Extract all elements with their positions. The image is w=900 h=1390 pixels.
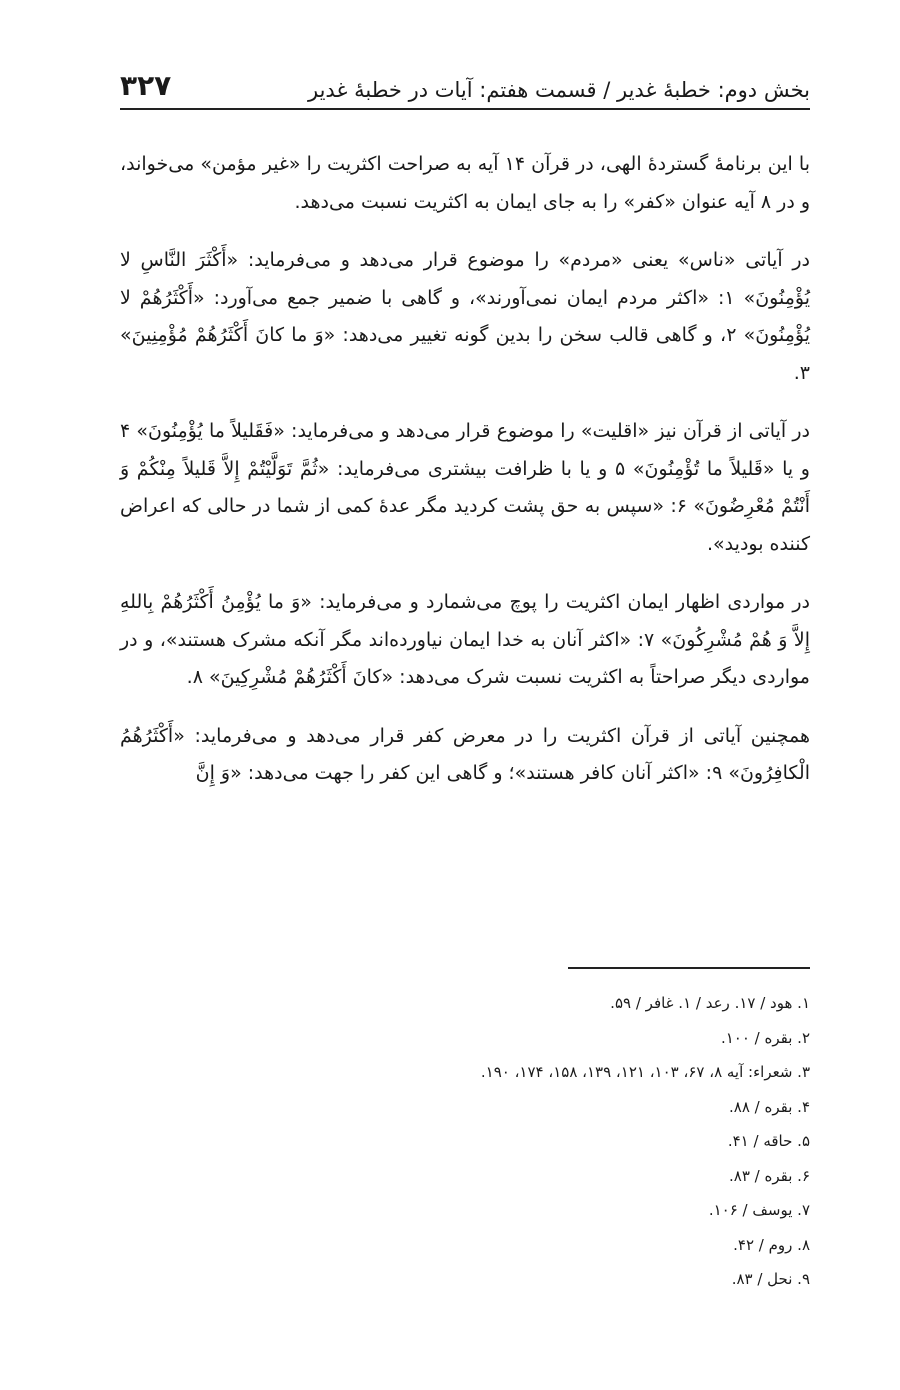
- footnote-divider: [568, 967, 810, 969]
- paragraph: همچنین آیاتی از قرآن اکثریت را در معرض کفر قرار می‌دهد و می‌فرماید: «أَکْثَرُهُمُ الْکافِرُونَ» ۹: «اکثر آنان کافر هستند»؛ و گاهی این کفر را جهت می‌دهد: «وَ إِنَّ: [120, 724, 810, 784]
- footnote: ۷. یوسف / ۱۰۶.: [708, 1201, 810, 1219]
- paragraph: در آیاتی «ناس» یعنی «مردم» را موضوع قرار می‌دهد و می‌فرماید: «أَکْثَرَ النَّاسِ لا یُؤْمِنُونَ» ۱: «اکثر مردم ایمان نمی‌آورند»، و گاهی با ضمیر جمع می‌آورد: «أَکْثَرُهُمْ لا یُؤْمِنُونَ» ۲، و گاهی قالب سخن را بدین گونه تغییر می‌دهد: «وَ ما کانَ أَکْثَرُهُمْ مُؤْمِنِینَ» ۳.: [120, 249, 811, 384]
- footnote: ۹. نحل / ۸۳.: [731, 1270, 810, 1288]
- paragraph: با این برنامهٔ گستردهٔ الهی، در قرآن ۱۴ آیه به صراحت اکثریت را «غیر مؤمن» می‌خواند، و در ۸ آیه عنوان «کفر» را به جای ایمان به اکثریت نسبت می‌دهد.: [120, 153, 810, 213]
- footnote: ۲. بقره / ۱۰۰.: [720, 1028, 810, 1047]
- page-number: ۳۲۷: [120, 69, 172, 102]
- running-title: بخش دوم: خطبهٔ غدیر / قسمت هفتم: آیات در خطبهٔ غدیر: [307, 78, 810, 102]
- footnote: ۳. شعراء: آیه ۸، ۶۷، ۱۰۳، ۱۲۱، ۱۳۹، ۱۵۸، ۱۷۴، ۱۹۰.: [480, 1063, 810, 1081]
- footnote: ۱. هود / ۱۷. رعد / ۱. غافر / ۵۹.: [610, 994, 810, 1012]
- footnote: ۴. بقره / ۸۸.: [729, 1097, 810, 1116]
- body-text: [120, 146, 810, 814]
- book-page: [120, 0, 810, 1390]
- footnote: ۵. حاقه / ۴۱.: [727, 1132, 810, 1150]
- paragraph: در مواردی اظهار ایمان اکثریت را پوچ می‌شمارد و می‌فرماید: «وَ ما یُؤْمِنُ أَکْثَرُهُمْ بِاللهِ إِلاَّ وَ هُمْ مُشْرِکُونَ» ۷: «اکثر آنان به خدا ایمان نیاورده‌اند مگر آنکه مشرک هستند»، و در مواردی دیگر صراحتاً به اکثریت نسبت شرک می‌دهد: «کانَ أَکْثَرُهُمْ مُشْرِکِینَ» ۸.: [120, 591, 810, 688]
- footnote-list: [120, 986, 810, 1297]
- paragraph: در آیاتی از قرآن نیز «اقلیت» را موضوع قرار می‌دهد و می‌فرماید: «فَقَلیلاً ما یُؤْمِنُونَ» ۴ و یا «قَلیلاً ما تُؤْمِنُونَ» ۵ و یا با ظرافت بیشتری می‌فرماید: «ثُمَّ تَوَلَّیْتُمْ إِلاَّ قَلیلاً مِنْکُمْ وَ أَنْتُمْ مُعْرِضُونَ» ۶: «سپس به حق پشت کردید مگر عدهٔ کمی از شما در حالی که اعراض کننده بودید».: [120, 420, 810, 555]
- footnote: ۶. بقره / ۸۳.: [729, 1166, 810, 1185]
- footnote: ۸. روم / ۴۲.: [733, 1235, 810, 1254]
- page-header: [120, 62, 810, 110]
